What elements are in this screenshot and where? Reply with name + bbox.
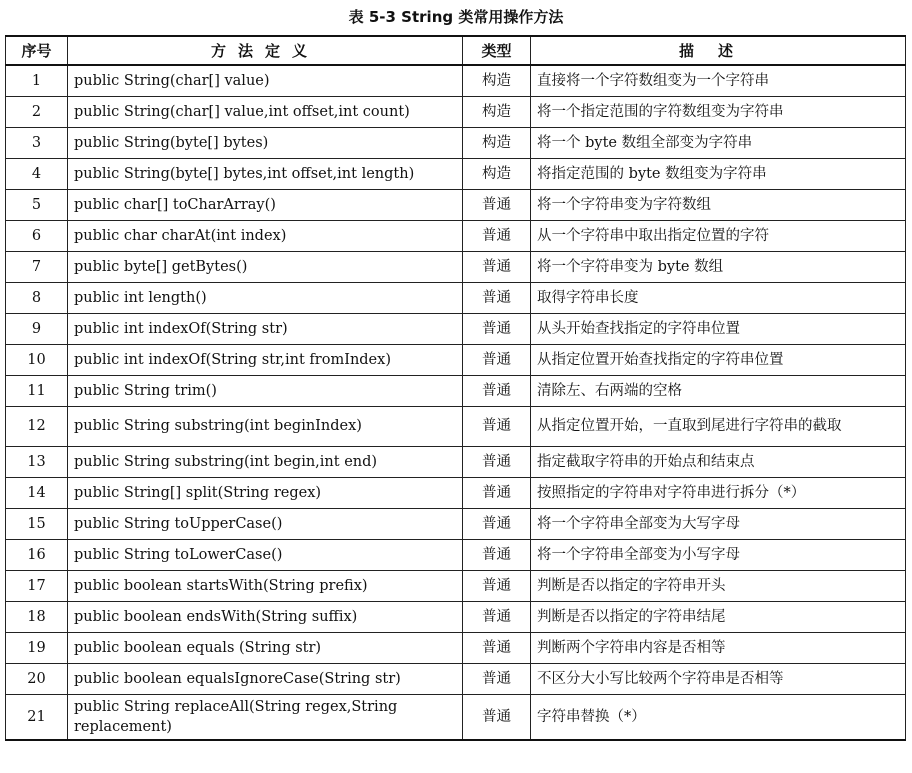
row-number: 16 xyxy=(6,539,68,570)
method-signature: public String substring(int begin,int end) xyxy=(68,446,463,477)
table-row xyxy=(6,282,906,313)
method-description: 按照指定的字符串对字符串进行拆分（*） xyxy=(531,477,906,508)
row-number: 6 xyxy=(6,220,68,251)
method-type: 普通 xyxy=(463,220,531,251)
table-row xyxy=(6,477,906,508)
table-row xyxy=(6,375,906,406)
row-number: 13 xyxy=(6,446,68,477)
row-number: 14 xyxy=(6,477,68,508)
method-description: 将一个指定范围的字符数组变为字符串 xyxy=(531,96,906,127)
method-type: 普通 xyxy=(463,632,531,663)
row-number: 2 xyxy=(6,96,68,127)
table-row xyxy=(6,220,906,251)
method-type: 普通 xyxy=(463,344,531,375)
header-num: 序号 xyxy=(6,36,68,65)
table-row xyxy=(6,158,906,189)
method-signature: public String replaceAll(String regex,String replacement) xyxy=(68,694,463,740)
method-signature: public boolean startsWith(String prefix) xyxy=(68,570,463,601)
method-signature: public int length() xyxy=(68,282,463,313)
method-type: 普通 xyxy=(463,446,531,477)
row-number: 18 xyxy=(6,601,68,632)
row-number: 11 xyxy=(6,375,68,406)
row-number: 12 xyxy=(6,406,68,446)
method-description: 清除左、右两端的空格 xyxy=(531,375,906,406)
method-signature: public String(char[] value) xyxy=(68,65,463,96)
table-caption: 表 5-3 String 类常用操作方法 xyxy=(348,8,564,26)
method-description: 判断是否以指定的字符串开头 xyxy=(531,570,906,601)
method-description: 将一个 byte 数组全部变为字符串 xyxy=(531,127,906,158)
method-type: 普通 xyxy=(463,251,531,282)
string-methods-table xyxy=(5,35,906,741)
method-type: 构造 xyxy=(463,158,531,189)
method-signature: public boolean equalsIgnoreCase(String str) xyxy=(68,663,463,694)
table-row xyxy=(6,313,906,344)
method-signature: public String(char[] value,int offset,int count) xyxy=(68,96,463,127)
method-signature: public boolean equals (String str) xyxy=(68,632,463,663)
method-description: 直接将一个字符数组变为一个字符串 xyxy=(531,65,906,96)
header-type: 类型 xyxy=(463,36,531,65)
row-number: 3 xyxy=(6,127,68,158)
method-description: 从一个字符串中取出指定位置的字符 xyxy=(531,220,906,251)
table-row xyxy=(6,189,906,220)
method-type: 普通 xyxy=(463,406,531,446)
row-number: 21 xyxy=(6,694,68,740)
table-row xyxy=(6,406,906,446)
row-number: 1 xyxy=(6,65,68,96)
method-type: 普通 xyxy=(463,663,531,694)
table-header-row xyxy=(6,36,906,65)
method-type: 普通 xyxy=(463,477,531,508)
method-description: 将一个字符串变为字符数组 xyxy=(531,189,906,220)
method-signature: public char[] toCharArray() xyxy=(68,189,463,220)
table-row xyxy=(6,127,906,158)
method-signature: public String toLowerCase() xyxy=(68,539,463,570)
method-type: 构造 xyxy=(463,65,531,96)
method-description: 将一个字符串全部变为小写字母 xyxy=(531,539,906,570)
table-row xyxy=(6,344,906,375)
method-signature: public char charAt(int index) xyxy=(68,220,463,251)
method-type: 普通 xyxy=(463,694,531,740)
header-method: 方法定义 xyxy=(68,36,463,65)
method-type: 普通 xyxy=(463,313,531,344)
method-type: 普通 xyxy=(463,508,531,539)
method-type: 普通 xyxy=(463,539,531,570)
method-description: 将一个字符串变为 byte 数组 xyxy=(531,251,906,282)
method-signature: public String toUpperCase() xyxy=(68,508,463,539)
method-type: 普通 xyxy=(463,282,531,313)
table-row xyxy=(6,65,906,96)
row-number: 8 xyxy=(6,282,68,313)
method-type: 普通 xyxy=(463,601,531,632)
method-signature: public String[] split(String regex) xyxy=(68,477,463,508)
method-type: 构造 xyxy=(463,96,531,127)
row-number: 7 xyxy=(6,251,68,282)
method-type: 构造 xyxy=(463,127,531,158)
method-signature: public int indexOf(String str) xyxy=(68,313,463,344)
header-desc: 描述 xyxy=(531,36,906,65)
row-number: 19 xyxy=(6,632,68,663)
method-signature: public String trim() xyxy=(68,375,463,406)
row-number: 20 xyxy=(6,663,68,694)
row-number: 9 xyxy=(6,313,68,344)
method-signature: public boolean endsWith(String suffix) xyxy=(68,601,463,632)
table-row xyxy=(6,601,906,632)
table-row xyxy=(6,694,906,740)
table-row xyxy=(6,539,906,570)
table-body xyxy=(6,65,906,740)
method-description: 从头开始查找指定的字符串位置 xyxy=(531,313,906,344)
row-number: 15 xyxy=(6,508,68,539)
method-signature: public byte[] getBytes() xyxy=(68,251,463,282)
row-number: 10 xyxy=(6,344,68,375)
table-row xyxy=(6,251,906,282)
method-description: 取得字符串长度 xyxy=(531,282,906,313)
method-description: 判断是否以指定的字符串结尾 xyxy=(531,601,906,632)
method-description: 将指定范围的 byte 数组变为字符串 xyxy=(531,158,906,189)
table-row xyxy=(6,508,906,539)
method-type: 普通 xyxy=(463,570,531,601)
method-type: 普通 xyxy=(463,189,531,220)
method-description: 指定截取字符串的开始点和结束点 xyxy=(531,446,906,477)
table-row xyxy=(6,446,906,477)
method-signature: public String substring(int beginIndex) xyxy=(68,406,463,446)
method-signature: public String(byte[] bytes) xyxy=(68,127,463,158)
row-number: 17 xyxy=(6,570,68,601)
row-number: 5 xyxy=(6,189,68,220)
method-signature: public String(byte[] bytes,int offset,int length) xyxy=(68,158,463,189)
method-description: 字符串替换（*） xyxy=(531,694,906,740)
table-row xyxy=(6,570,906,601)
method-description: 从指定位置开始查找指定的字符串位置 xyxy=(531,344,906,375)
table-row xyxy=(6,632,906,663)
method-type: 普通 xyxy=(463,375,531,406)
row-number: 4 xyxy=(6,158,68,189)
method-description: 将一个字符串全部变为大写字母 xyxy=(531,508,906,539)
method-description: 不区分大小写比较两个字符串是否相等 xyxy=(531,663,906,694)
method-signature: public int indexOf(String str,int fromIndex) xyxy=(68,344,463,375)
table-row xyxy=(6,96,906,127)
method-description: 判断两个字符串内容是否相等 xyxy=(531,632,906,663)
method-description: 从指定位置开始，一直取到尾进行字符串的截取 xyxy=(531,406,906,446)
table-row xyxy=(6,663,906,694)
